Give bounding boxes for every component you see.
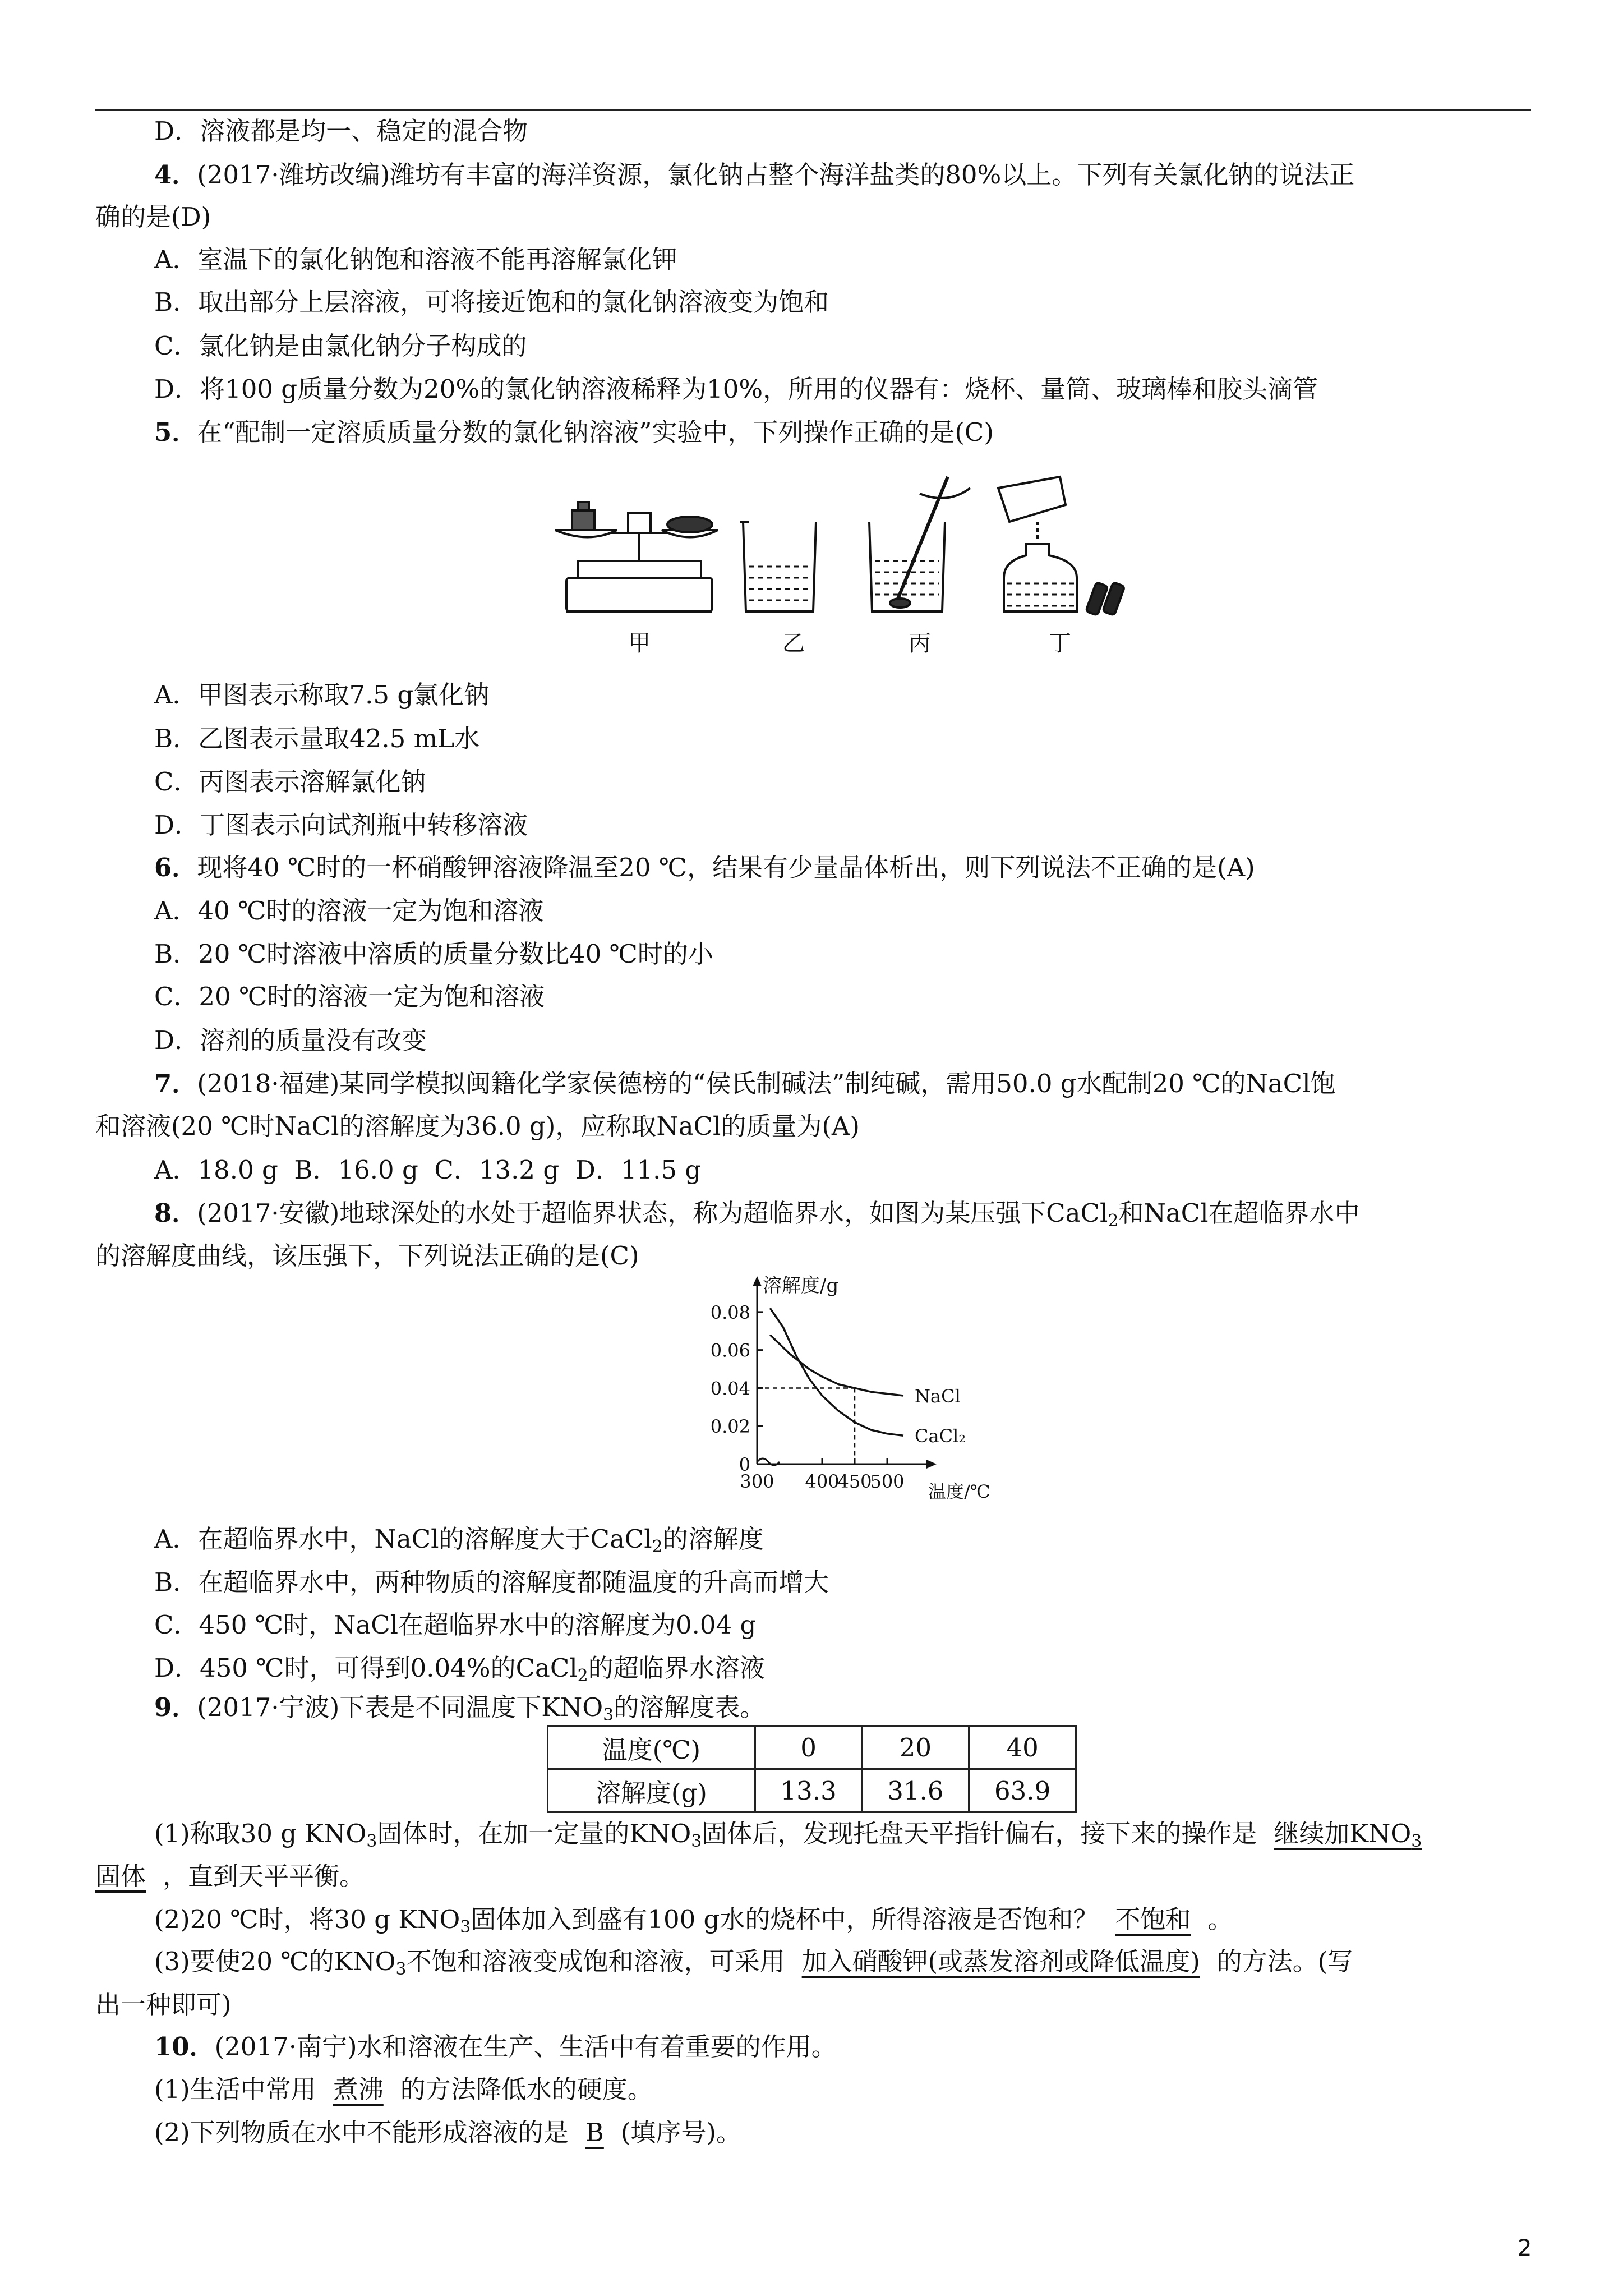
q10-stem: 10．(2017·南宁)水和溶液在生产、生活中有着重要的作用。 <box>154 2032 837 2062</box>
x-tick-label: 400 <box>805 1471 840 1492</box>
y-tick-label: 0.02 <box>710 1416 750 1438</box>
table-row <box>548 1769 1076 1812</box>
q6-option-a: A．40 ℃时的溶液一定为饱和溶液 <box>154 896 544 926</box>
y-axis-arrow <box>753 1276 762 1286</box>
q9-part2-answer: 不饱和 <box>1115 1904 1191 1934</box>
q4-stem-line2: 确的是(D) <box>95 202 211 232</box>
fig-label-yi: 乙 <box>782 631 805 656</box>
fig-label-jia: 甲 <box>628 631 651 656</box>
x-tick-label: 300 <box>740 1471 774 1492</box>
table-cell: 20 <box>862 1726 969 1769</box>
q5-option-c: C．丙图表示溶解氯化钠 <box>154 767 426 797</box>
q5-option-a: A．甲图表示称取7.5 g氯化钠 <box>154 680 490 710</box>
q8-option-a: A．在超临界水中，NaCl的溶解度大于CaCl$_2$的溶解度 <box>154 1524 764 1557</box>
q9-part2: (2)20 ℃时，将30 g $KNO_3$固体加入到盛有100 g水的烧杯中，所得溶液是否饱和？ 不饱和 。 <box>154 1904 1233 1937</box>
table-cell: 63.9 <box>969 1769 1076 1812</box>
q10-part1-answer: 煮沸 <box>333 2074 384 2104</box>
q10-part1: (1)生活中常用 煮沸 的方法降低水的硬度。 <box>154 2074 653 2104</box>
y-tick-label: 0 <box>739 1454 750 1475</box>
q6-option-c: C．20 ℃时的溶液一定为饱和溶液 <box>154 982 545 1011</box>
q8-option-b: B．在超临界水中，两种物质的溶解度都随温度的升高而增大 <box>154 1567 829 1597</box>
page-number: 2 <box>1518 2235 1532 2261</box>
table-cell: 13.3 <box>755 1769 862 1812</box>
q9-part1-answer-b: 固体 <box>95 1861 146 1891</box>
q8-stem-line2: 的溶解度曲线，该压强下，下列说法正确的是(C) <box>95 1241 639 1271</box>
q9-part1-answer-a: 继续加$KNO_3$ <box>1274 1819 1422 1851</box>
q9-stem: 9．(2017·宁波)下表是不同温度下$KNO_3$的溶解度表。 <box>154 1692 766 1725</box>
table-cell: 40 <box>969 1726 1076 1769</box>
stirring-illustration <box>869 477 970 611</box>
table-row <box>548 1726 1076 1769</box>
y-tick-label: 0.06 <box>710 1340 750 1361</box>
x-axis-arrow <box>926 1460 937 1469</box>
q4-option-d: D．将100 g质量分数为20%的氯化钠溶液稀释为10%，所用的仪器有：烧杯、量筒、玻璃棒和胶头滴管 <box>154 374 1318 404</box>
q6-option-b: B．20 ℃时溶液中溶质的质量分数比40 ℃时的小 <box>154 939 713 969</box>
q4-stem-line1: 4．(2017·潍坊改编)潍坊有丰富的海洋资源，氯化钠占整个海洋盐类的80%以上。下列有关氯化钠的说法正 <box>154 160 1355 190</box>
q9-part3-answer: 加入硝酸钾(或蒸发溶剂或降低温度) <box>801 1947 1200 1976</box>
fig-label-bing: 丙 <box>909 631 931 656</box>
series-line-cacl2 <box>770 1308 903 1435</box>
solubility-chart <box>695 1276 1009 1512</box>
q7-stem-line2: 和溶液(20 ℃时NaCl的溶解度为36.0 g)，应称取NaCl的质量为(A) <box>95 1111 860 1141</box>
q4-option-a: A．室温下的氯化钠饱和溶液不能再溶解氯化钾 <box>154 245 677 274</box>
series-label: CaCl₂ <box>915 1425 966 1447</box>
q6-option-d: D．溶剂的质量没有改变 <box>154 1025 427 1055</box>
y-tick-label: 0.04 <box>710 1378 750 1400</box>
q4-option-b: B．取出部分上层溶液，可将接近饱和的氯化钠溶液变为饱和 <box>154 287 829 317</box>
q10-part2: (2)下列物质在水中不能形成溶液的是 B (填序号)。 <box>154 2118 741 2147</box>
lab-operations-figure <box>555 477 1144 662</box>
y-axis-label: 溶解度/g <box>763 1274 839 1297</box>
table-cell: 31.6 <box>862 1769 969 1812</box>
q4-option-c: C．氯化钠是由氯化钠分子构成的 <box>154 331 527 361</box>
q5-option-b: B．乙图表示量取42.5 mL水 <box>154 724 480 753</box>
table-cell: 溶解度(g) <box>548 1769 755 1812</box>
x-axis-label: 温度/℃ <box>928 1481 990 1502</box>
q3-option-d: D．溶液都是均一、稳定的混合物 <box>154 116 528 146</box>
q8-option-d: D．450 ℃时，可得到0.04%的CaCl$_2$的超临界水溶液 <box>154 1653 765 1686</box>
q8-option-c: C．450 ℃时，NaCl在超临界水中的溶解度为0.04 g <box>154 1610 757 1640</box>
series-label: NaCl <box>915 1386 961 1407</box>
y-tick-label: 0.08 <box>710 1301 750 1323</box>
q6-stem: 6．现将40 ℃时的一杯硝酸钾溶液降温至20 ℃，结果有少量晶体析出，则下列说法不正确的是(A) <box>154 853 1255 882</box>
pouring-illustration <box>998 477 1125 615</box>
solubility-chart-svg <box>695 1276 1009 1512</box>
q9-part3-line1: (3)要使20 ℃的$KNO_3$不饱和溶液变成饱和溶液，可采用 加入硝酸钾(或蒸发溶剂或降低温度) 的方法。(写 <box>154 1947 1353 1979</box>
q7-stem-line1: 7．(2018·福建)某同学模拟闽籍化学家侯德榜的“侯氏制碱法”制纯碱，需用50.0 g水配制20 ℃的NaCl饱 <box>154 1069 1336 1098</box>
kno3-solubility-table <box>547 1725 1077 1813</box>
beaker-illustration <box>740 522 816 611</box>
fig-label-ding: 丁 <box>1049 631 1071 656</box>
table-cell: 温度(℃) <box>548 1726 755 1769</box>
q5-stem: 5．在“配制一定溶质质量分数的氯化钠溶液”实验中，下列操作正确的是(C) <box>154 417 994 447</box>
q9-part1-line1: (1)称取30 g $KNO_3$固体时，在加一定量的$KNO_3$固体后，发现托盘天平指针偏右，接下来的操作是 继续加$KNO_3$ <box>154 1819 1422 1851</box>
q8-stem-line1: 8．(2017·安徽)地球深处的水处于超临界状态，称为超临界水，如图为某压强下CaCl$_2$和NaCl在超临界水中 <box>154 1198 1360 1231</box>
table-cell: 0 <box>755 1726 862 1769</box>
x-tick-label: 450 <box>837 1471 872 1492</box>
q9-part3-line2: 出一种即可) <box>95 1990 232 2019</box>
x-tick-label: 500 <box>870 1471 905 1492</box>
q7-options: A．18.0 g B．16.0 g C．13.2 g D．11.5 g <box>154 1155 702 1185</box>
balance-illustration <box>555 502 718 611</box>
q9-part1-line2: 固体 ，直到天平平衡。 <box>95 1861 365 1891</box>
q5-option-d: D．丁图表示向试剂瓶中转移溶液 <box>154 810 528 840</box>
q10-part2-answer: B <box>585 2118 604 2147</box>
